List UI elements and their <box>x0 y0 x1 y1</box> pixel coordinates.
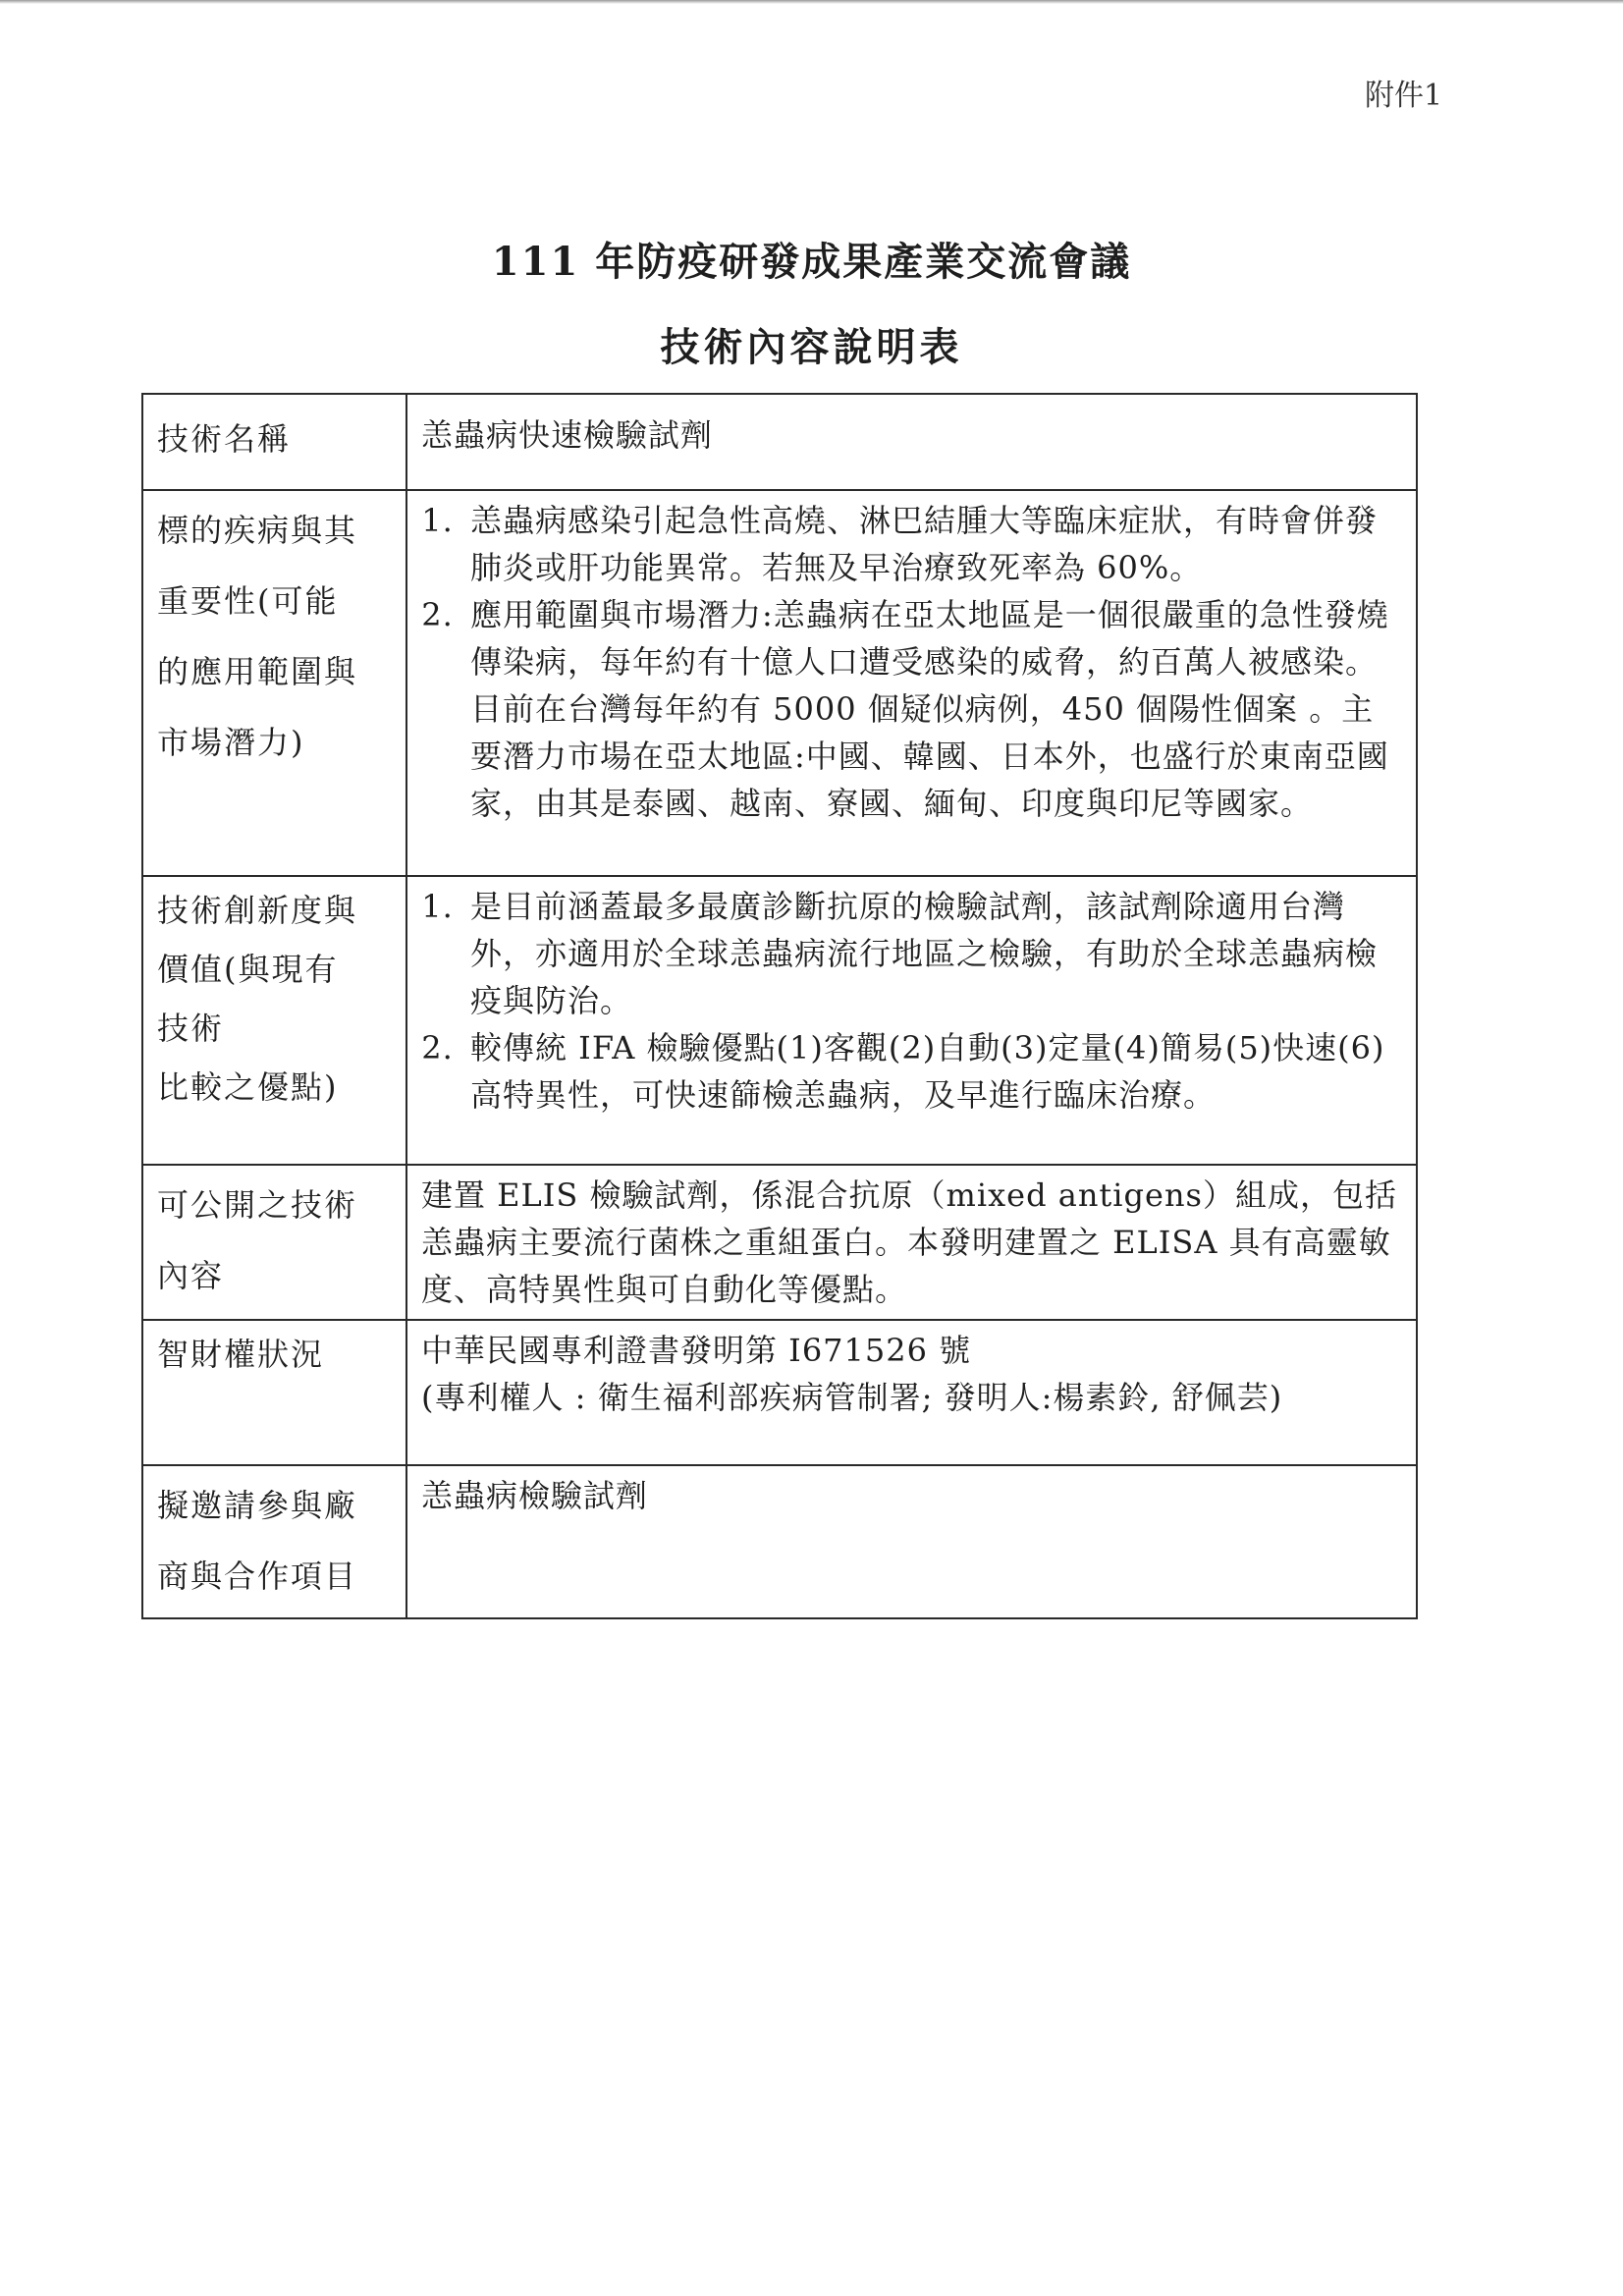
row-innovation <box>142 876 1417 1165</box>
label-line: 標的疾病與其 <box>157 512 358 549</box>
label-disease <box>142 490 406 876</box>
label-tech-name: 技術名稱 <box>142 394 406 490</box>
document-subtitle: 技術內容說明表 <box>660 324 963 370</box>
label-line: 內容 <box>157 1257 225 1294</box>
row-ip-status <box>142 1320 1417 1465</box>
row-partners <box>142 1465 1417 1618</box>
list-item: 1. 是目前涵蓋最多最廣診斷抗原的檢驗試劑，該試劑除適用台灣外，亦適用於全球恙蟲病流行地區之檢驗，有助於全球恙蟲病檢疫與防治。 <box>464 883 1402 1024</box>
patent-line: 中華民國專利證書發明第 I671526 號 <box>421 1332 972 1369</box>
label-innovation <box>142 876 406 1165</box>
row-disease <box>142 490 1417 876</box>
list-item: 2. 較傳統 IFA 檢驗優點(1)客觀(2)自動(3)定量(4)簡易(5)快速(6)高特異性，可快速篩檢恙蟲病，及早進行臨床治療。 <box>464 1024 1402 1119</box>
label-line: 比較之優點) <box>157 1068 339 1106</box>
label-line: 價值(與現有 <box>157 951 339 988</box>
value-partners: 恙蟲病檢驗試劑 <box>406 1465 1417 1618</box>
label-line: 技術 <box>157 1010 225 1047</box>
label-line: 的應用範圍與 <box>157 653 358 690</box>
patent-holder-line: (專利權人 : 衛生福利部疾病管制署; 發明人:楊素鈴, 舒佩芸) <box>421 1379 1283 1416</box>
list-item: 2. 應用範圍與市場潛力:恙蟲病在亞太地區是一個很嚴重的急性發燒傳染病，每年約有十億人口遭受感染的威脅，約百萬人被感染。目前在台灣每年約有 5000 個疑似病例，450 個陽性個案 。主要潛力市場在亞太地區:中國、韓國、日本外，也盛行於東南亞國家，由其是泰國、越南、寮國、緬甸、印度與印尼等國家。 <box>464 591 1402 827</box>
row-public-content <box>142 1165 1417 1320</box>
label-line: 擬邀請參與廠 <box>157 1487 358 1524</box>
value-ip-status <box>406 1320 1417 1465</box>
scan-edge <box>0 0 1623 4</box>
label-ip-status: 智財權狀況 <box>142 1320 406 1465</box>
list-item: 1. 恙蟲病感染引起急性高燒、淋巴結腫大等臨床症狀，有時會併發肺炎或肝功能異常。若無及早治療致死率為 60%。 <box>464 497 1402 591</box>
label-line: 技術創新度與 <box>157 892 358 929</box>
disease-list <box>421 497 1402 827</box>
document-title: 111 年防疫研發成果產業交流會議 <box>491 239 1132 285</box>
value-tech-name: 恙蟲病快速檢驗試劑 <box>406 394 1417 490</box>
label-partners <box>142 1465 406 1618</box>
attachment-label: 附件1 <box>1365 79 1443 113</box>
value-disease <box>406 490 1417 876</box>
label-line: 可公開之技術 <box>157 1186 358 1224</box>
label-line: 市場潛力) <box>157 724 305 761</box>
row-tech-name <box>142 394 1417 490</box>
label-line: 重要性(可能 <box>157 582 339 620</box>
value-public-content: 建置 ELIS 檢驗試劑，係混合抗原（mixed antigens）組成，包括恙蟲病主要流行菌株之重組蛋白。本發明建置之 ELISA 具有高靈敏度、高特異性與可自動化等優點。 <box>406 1165 1417 1320</box>
tech-info-table <box>141 393 1418 1619</box>
value-innovation <box>406 876 1417 1165</box>
innovation-list <box>421 883 1402 1119</box>
label-line: 商與合作項目 <box>157 1558 358 1595</box>
label-public-content <box>142 1165 406 1320</box>
